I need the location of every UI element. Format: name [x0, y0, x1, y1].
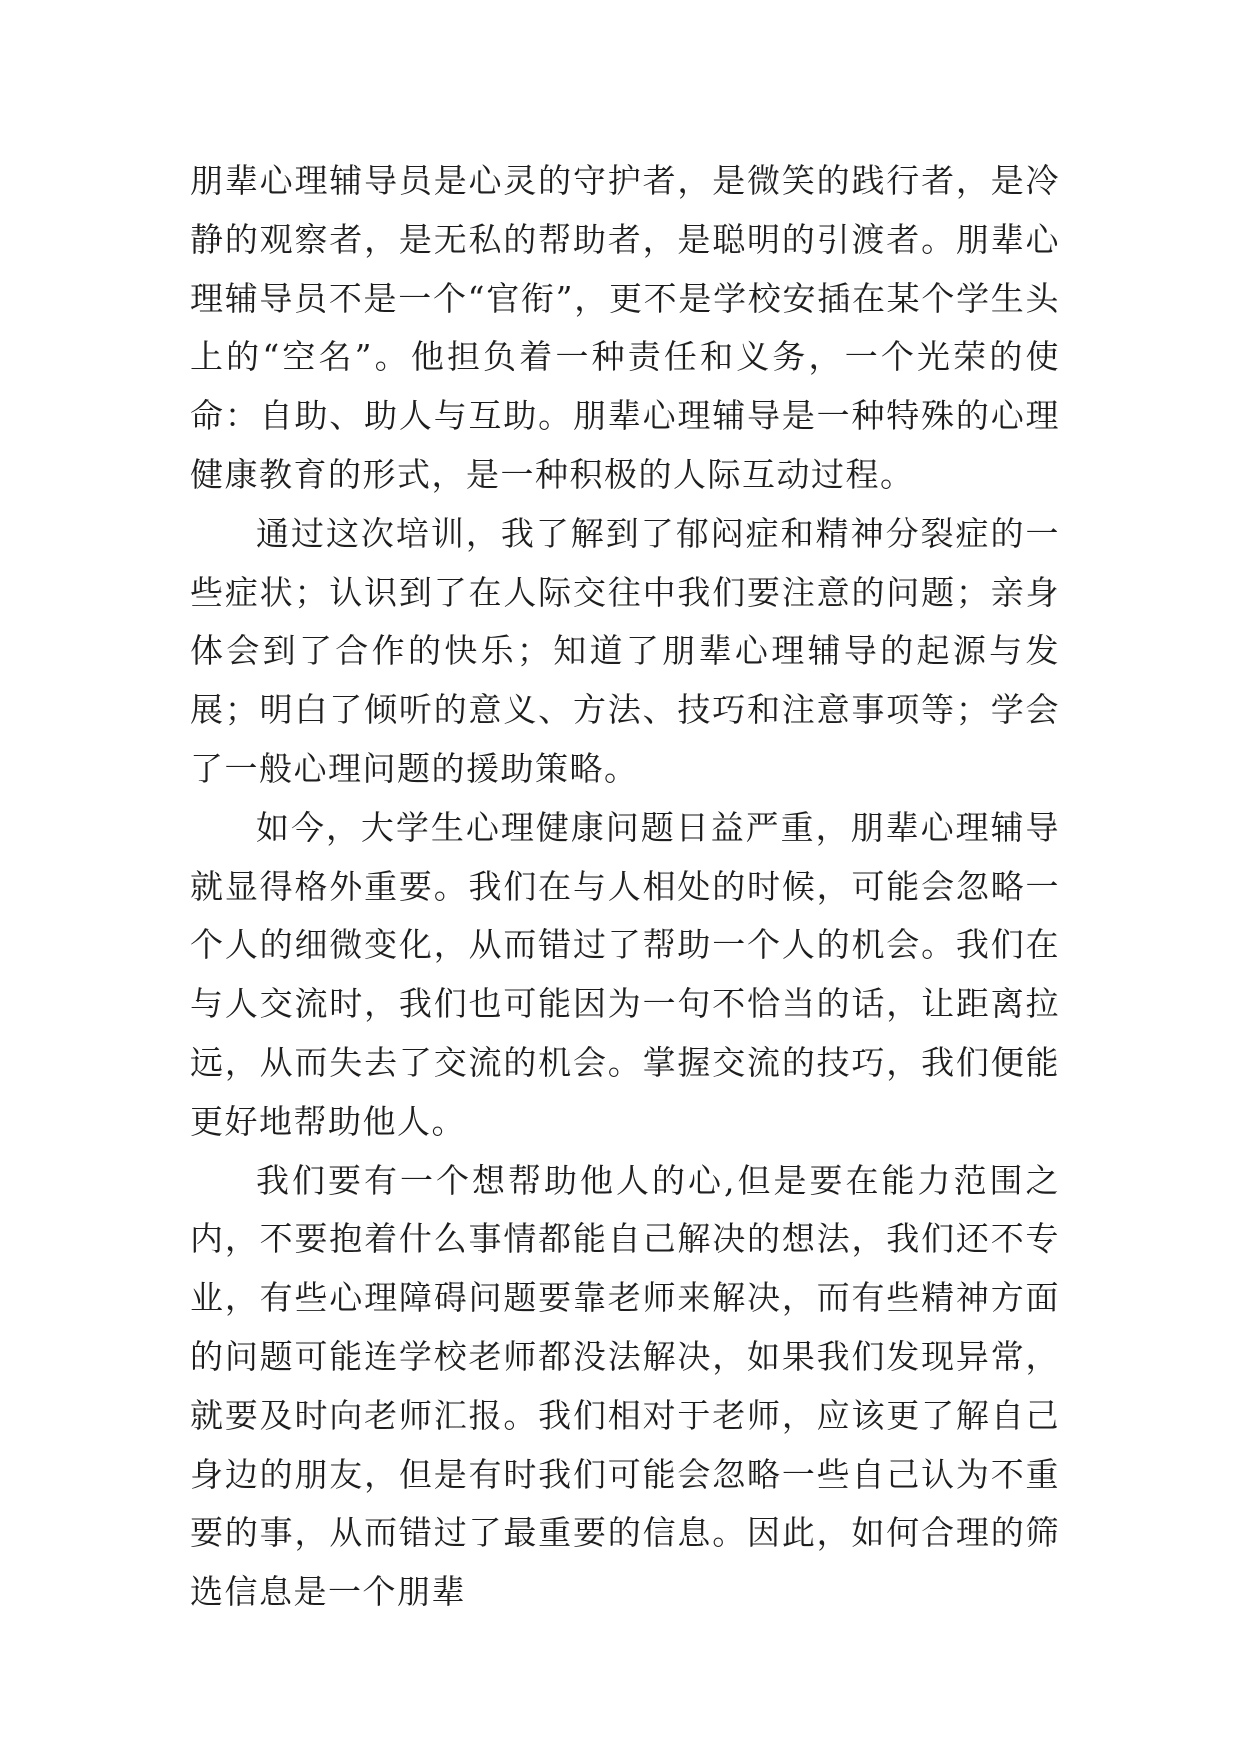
paragraph-2: 通过这次培训，我了解到了郁闷症和精神分裂症的一些症状；认识到了在人际交往中我们要注意的问题；亲身体会到了合作的快乐；知道了朋辈心理辅导的起源与发展；明白了倾听的意义、方法、技巧和注意事项等；学会了一般心理问题的援助策略。	[190, 513, 1060, 788]
paragraph-4: 我们要有一个想帮助他人的心,但是要在能力范围之内，不要抱着什么事情都能自己解决的想法，我们还不专业，有些心理障碍问题要靠老师来解决，而有些精神方面的问题可能连学校老师都没法解决，如果我们发现异常，就要及时向老师汇报。我们相对于老师，应该更了解自己身边的朋友，但是有时我们可能会忽略一些自己认为不重要的事，从而错过了最重要的信息。因此，如何合理的筛选信息是一个朋辈	[190, 1160, 1060, 1612]
paragraph-3: 如今，大学生心理健康问题日益严重，朋辈心理辅导就显得格外重要。我们在与人相处的时候，可能会忽略一个人的细微变化，从而错过了帮助一个人的机会。我们在与人交流时，我们也可能因为一句不恰当的话，让距离拉远，从而失去了交流的机会。掌握交流的技巧，我们便能更好地帮助他人。	[190, 807, 1060, 1141]
paragraph-1: 朋辈心理辅导员是心灵的守护者，是微笑的践行者，是冷静的观察者，是无私的帮助者，是聪明的引渡者。朋辈心理辅导员不是一个“官衔”，更不是学校安插在某个学生头上的“空名”。他担负着一种责任和义务，一个光荣的使命：自助、助人与互助。朋辈心理辅导是一种特殊的心理健康教育的形式，是一种积极的人际互动过程。	[190, 161, 1060, 494]
document-body	[190, 152, 1060, 1622]
